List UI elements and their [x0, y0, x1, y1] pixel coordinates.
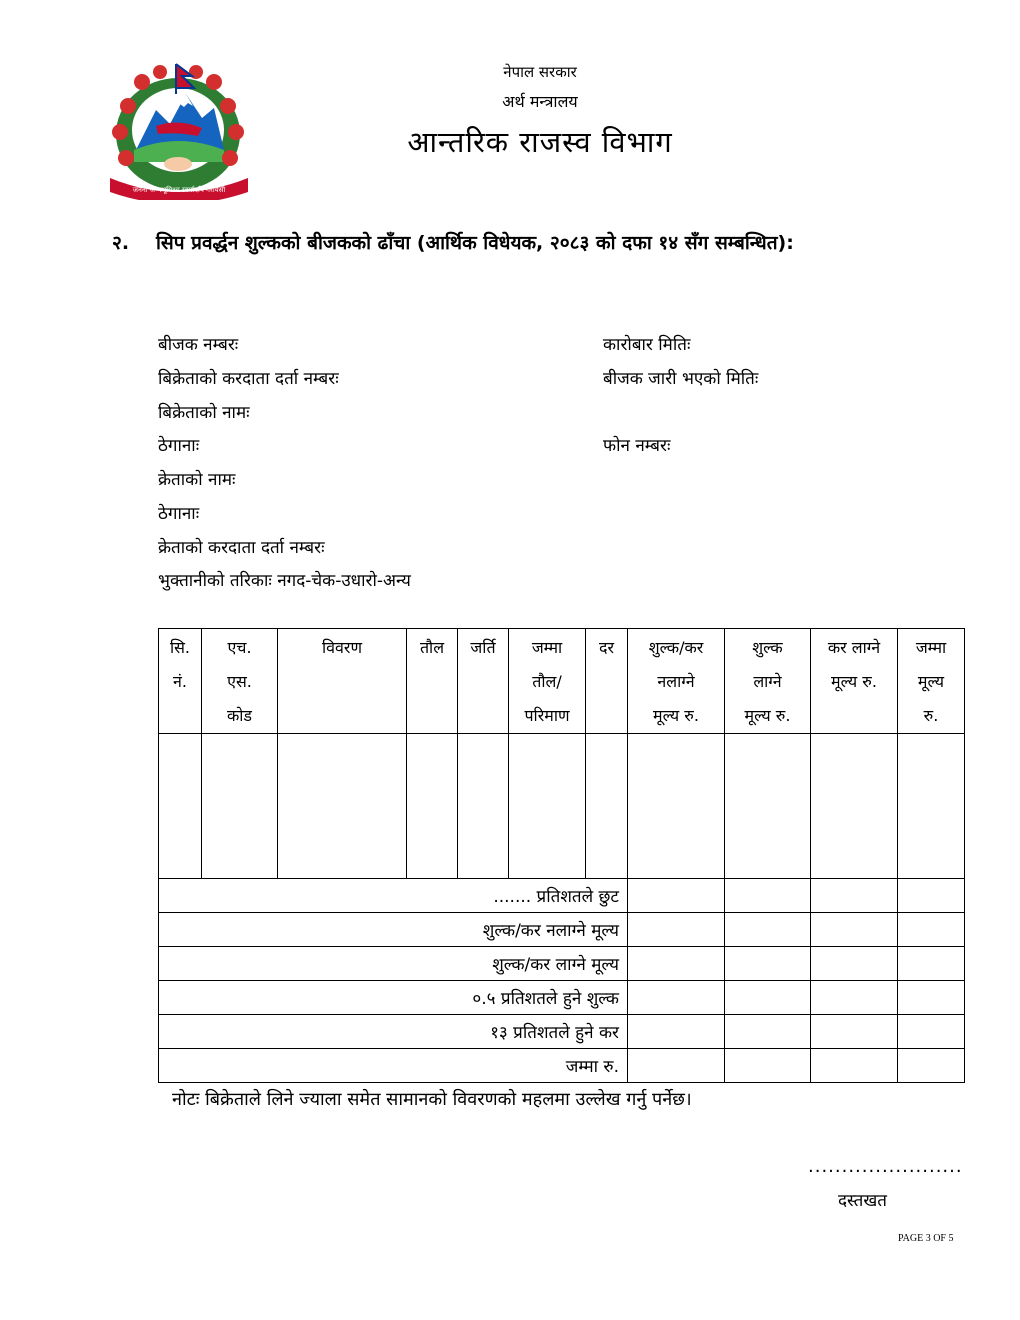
- field-invoice-number: बीजक नम्बरः: [158, 335, 239, 355]
- table-header-row: [159, 629, 965, 734]
- table-cell[interactable]: [628, 879, 725, 913]
- section-title-text: सिप प्रवर्द्धन शुल्कको बीजकको ढाँचा (आर्थिक विधेयक, २०८३ को दफा १४ सँग सम्बन्धित):: [156, 232, 794, 254]
- col-total-value: जम्मा मूल्य रु.: [898, 629, 965, 734]
- table-cell[interactable]: [898, 981, 965, 1015]
- table-cell[interactable]: [458, 734, 509, 879]
- table-cell[interactable]: [898, 947, 965, 981]
- col-weight: तौल: [407, 629, 458, 734]
- table-cell[interactable]: [725, 734, 811, 879]
- footnote: नोटः बिक्रेताले लिने ज्याला समेत सामानको विवरणको महलमा उल्लेख गर्नु पर्नेछ।: [172, 1089, 692, 1110]
- table-cell[interactable]: [628, 734, 725, 879]
- nepal-emblem: [98, 58, 260, 200]
- signature-label: दस्तखत: [838, 1191, 887, 1211]
- table-cell[interactable]: [725, 947, 811, 981]
- table-cell[interactable]: [811, 947, 898, 981]
- table-cell[interactable]: [509, 734, 586, 879]
- table-cell[interactable]: [811, 879, 898, 913]
- summary-row-taxable: [159, 947, 965, 981]
- table-cell[interactable]: [278, 734, 407, 879]
- col-exempt-value: शुल्क/कर नलाग्ने मूल्य रु.: [628, 629, 725, 734]
- table-cell[interactable]: [628, 1015, 725, 1049]
- summary-row-exempt: [159, 913, 965, 947]
- table-cell[interactable]: [811, 913, 898, 947]
- summary-row-tax: [159, 1015, 965, 1049]
- invoice-table: [158, 628, 965, 1083]
- field-seller-name: बिक्रेताको नामः: [158, 403, 250, 423]
- page-number: PAGE 3 OF 5: [898, 1233, 954, 1244]
- field-payment-method: भुक्तानीको तरिकाः नगद-चेक-उधारो-अन्य: [158, 571, 411, 591]
- table-cell[interactable]: [628, 1049, 725, 1083]
- summary-label: ....... प्रतिशतले छुट: [159, 879, 628, 913]
- field-seller-pan: बिक्रेताको करदाता दर्ता नम्बरः: [158, 369, 339, 389]
- summary-label: जम्मा रु.: [159, 1049, 628, 1083]
- section-title: [112, 229, 992, 255]
- table-cell[interactable]: [725, 981, 811, 1015]
- col-rate: दर: [586, 629, 628, 734]
- table-cell[interactable]: [628, 913, 725, 947]
- table-cell[interactable]: [725, 879, 811, 913]
- field-invoice-issue-date: बीजक जारी भएको मितिः: [603, 369, 759, 389]
- col-taxable-value: कर लाग्ने मूल्य रु.: [811, 629, 898, 734]
- field-seller-address: ठेगानाः: [158, 436, 200, 456]
- signature-line: .......................: [808, 1156, 963, 1177]
- header-ministry: अर्थ मन्त्रालय: [502, 92, 578, 111]
- summary-row-discount: [159, 879, 965, 913]
- table-cell[interactable]: [898, 879, 965, 913]
- col-fee-value: शुल्क लाग्ने मूल्य रु.: [725, 629, 811, 734]
- table-cell[interactable]: [898, 913, 965, 947]
- table-cell[interactable]: [725, 1049, 811, 1083]
- table-cell[interactable]: [811, 734, 898, 879]
- summary-row-total: [159, 1049, 965, 1083]
- table-cell[interactable]: [811, 1015, 898, 1049]
- summary-row-fee: [159, 981, 965, 1015]
- table-cell[interactable]: [159, 734, 202, 879]
- table-cell[interactable]: [202, 734, 278, 879]
- field-buyer-address: ठेगानाः: [158, 504, 200, 524]
- summary-label: शुल्क/कर लाग्ने मूल्य: [159, 947, 628, 981]
- table-cell[interactable]: [628, 981, 725, 1015]
- table-cell[interactable]: [586, 734, 628, 879]
- col-description: विवरण: [278, 629, 407, 734]
- summary-label: शुल्क/कर नलाग्ने मूल्य: [159, 913, 628, 947]
- col-serial: सि. नं.: [159, 629, 202, 734]
- emblem-motto: जननी जन्मभूमिश्च स्वर्गादपि गरीयसी: [132, 186, 226, 194]
- field-phone: फोन नम्बरः: [603, 436, 671, 456]
- col-hs-code: एच. एस. कोड: [202, 629, 278, 734]
- section-number: २.: [112, 232, 130, 254]
- table-cell[interactable]: [628, 947, 725, 981]
- table-cell[interactable]: [898, 734, 965, 879]
- table-entry-row: [159, 734, 965, 879]
- table-cell[interactable]: [725, 1015, 811, 1049]
- table-cell[interactable]: [898, 1049, 965, 1083]
- field-transaction-date: कारोबार मितिः: [603, 335, 691, 355]
- table-cell[interactable]: [725, 913, 811, 947]
- header-government: नेपाल सरकार: [503, 63, 577, 81]
- summary-label: १३ प्रतिशतले हुने कर: [159, 1015, 628, 1049]
- table-cell[interactable]: [898, 1015, 965, 1049]
- header-department: आन्तरिक राजस्व विभाग: [407, 125, 673, 159]
- field-buyer-pan: क्रेताको करदाता दर्ता नम्बरः: [158, 538, 325, 558]
- table-cell[interactable]: [811, 981, 898, 1015]
- table-cell[interactable]: [811, 1049, 898, 1083]
- col-total-weight: जम्मा तौल/ परिमाण: [509, 629, 586, 734]
- table-cell[interactable]: [407, 734, 458, 879]
- field-buyer-name: क्रेताको नामः: [158, 470, 236, 490]
- summary-label: ०.५ प्रतिशतले हुने शुल्क: [159, 981, 628, 1015]
- col-jarti: जर्ति: [458, 629, 509, 734]
